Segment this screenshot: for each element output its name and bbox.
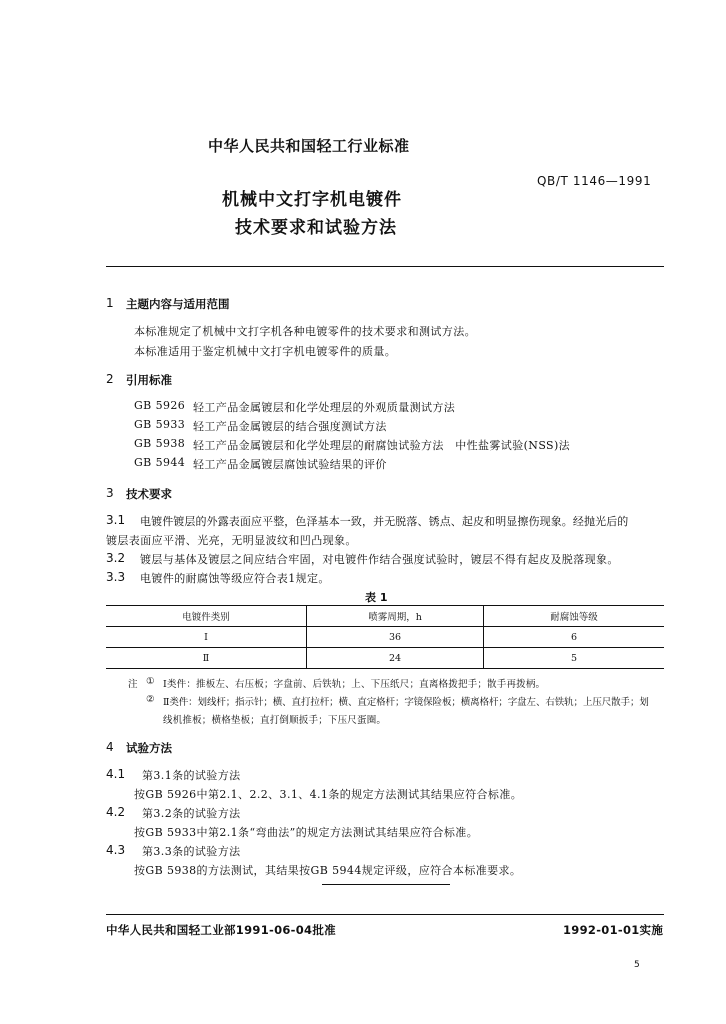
corrosion-grade-table	[106, 605, 664, 669]
clause-3-2-text: 镀层与基体及镀层之间应结合牢固，对电镀件作结合强度试验时，镀层不得有起皮及脱落现象。	[140, 553, 619, 566]
reference-title: 轻工产品金属镀层和化学处理层的耐腐蚀试验方法 中性盐雾试验(NSS)法	[193, 439, 571, 452]
clause-4-2-title: 第3.2条的试验方法	[142, 807, 241, 820]
reference-code: GB 5926	[134, 399, 186, 412]
header-rule	[106, 266, 664, 267]
table-cell: 5	[484, 648, 665, 669]
standard-code: QB/T 1146—1991	[537, 174, 652, 188]
reference-title: 轻工产品金属镀层和化学处理层的外观质量测试方法	[193, 401, 456, 414]
section-4-title: 试验方法	[126, 741, 172, 755]
clause-4-1-number: 4.1	[106, 767, 126, 781]
clause-4-1-title: 第3.1条的试验方法	[142, 769, 241, 782]
effective-date: 1992-01-01实施	[563, 923, 664, 937]
reference-code: GB 5933	[134, 418, 186, 431]
page-number: 5	[634, 960, 640, 970]
table-header-cell: 电镀件类别	[106, 606, 307, 627]
table-note-1-text: Ⅰ类件：推板左、右压板；字盘前、后铁轨；上、下压纸尺；直离格拨把手；散手再拨柄。	[163, 679, 546, 690]
section-1-number: 1	[106, 296, 114, 310]
reference-code: GB 5944	[134, 456, 186, 469]
reference-code: GB 5938	[134, 437, 186, 450]
table-note-1-mark: ①	[146, 676, 155, 687]
clause-3-1-text: 电镀件镀层的外露表面应平整，色泽基本一致，并无脱落、锈点、起皮和明显擦伤现象。经抛光后的	[140, 515, 629, 528]
clause-3-3-text: 电镀件的耐腐蚀等级应符合表1规定。	[140, 572, 330, 585]
reference-title: 轻工产品金属镀层腐蚀试验结果的评价	[193, 458, 387, 471]
table-header-cell: 喷雾周期，h	[307, 606, 484, 627]
table-cell: 36	[307, 627, 484, 648]
table-header-row	[106, 606, 664, 627]
approval-line: 中华人民共和国轻工业部1991-06-04批准	[106, 923, 336, 937]
clause-4-3-title: 第3.3条的试验方法	[142, 845, 241, 858]
table-cell: Ⅱ	[106, 648, 307, 669]
section-1-title: 主题内容与适用范围	[126, 297, 230, 311]
clause-3-1-number: 3.1	[106, 513, 126, 527]
table-cell: Ⅰ	[106, 627, 307, 648]
table-note-2-mark: ②	[146, 694, 155, 705]
table-header-cell: 耐腐蚀等级	[484, 606, 665, 627]
table-row	[106, 627, 664, 648]
section-2-title: 引用标准	[126, 373, 172, 387]
reference-title: 轻工产品金属镀层的结合强度测试方法	[193, 420, 387, 433]
document-title-line1: 机械中文打字机电镀件	[222, 190, 402, 210]
end-of-text-rule	[322, 884, 450, 885]
table-1-caption: 表 1	[365, 591, 388, 604]
clause-4-3-text: 按GB 5938的方法测试，其结果按GB 5944规定评级，应符合本标准要求。	[134, 864, 522, 877]
section-4-number: 4	[106, 740, 114, 754]
clause-3-1-text-cont: 镀层表面应平滑、光亮，无明显波纹和凹凸现象。	[106, 534, 357, 547]
table-cell: 24	[307, 648, 484, 669]
clause-3-3-number: 3.3	[106, 570, 126, 584]
table-cell: 6	[484, 627, 665, 648]
table-note-2-text-cont: 线机推板；横格垫板；直打倒顺扳手；下压尺蛋圈。	[163, 715, 387, 726]
table-note-2-text: Ⅱ类件：划线杆；指示针；横、直打拉杆；横、直定格杆；字镜保险板；横离格杆；字盘左、右铁轨；上压尺散手；划	[163, 697, 649, 708]
section-3-title: 技术要求	[126, 487, 172, 501]
issuing-body-title: 中华人民共和国轻工行业标准	[208, 137, 410, 155]
document-title-line2: 技术要求和试验方法	[235, 218, 397, 238]
table-note-label: 注	[128, 679, 138, 690]
clause-4-2-number: 4.2	[106, 805, 126, 819]
clause-4-3-number: 4.3	[106, 843, 126, 857]
clause-4-2-text: 按GB 5933中第2.1条“弯曲法”的规定方法测试其结果应符合标准。	[134, 826, 479, 839]
section-1-para-2: 本标准适用于鉴定机械中文打字机电镀零件的质量。	[134, 345, 397, 358]
section-2-number: 2	[106, 372, 114, 386]
footer-rule	[106, 914, 664, 915]
clause-3-2-number: 3.2	[106, 551, 126, 565]
section-3-number: 3	[106, 486, 114, 500]
table-row	[106, 648, 664, 669]
clause-4-1-text: 按GB 5926中第2.1、2.2、3.1、4.1条的规定方法测试其结果应符合标准。	[134, 788, 523, 801]
section-1-para-1: 本标准规定了机械中文打字机各种电镀零件的技术要求和测试方法。	[134, 325, 476, 338]
